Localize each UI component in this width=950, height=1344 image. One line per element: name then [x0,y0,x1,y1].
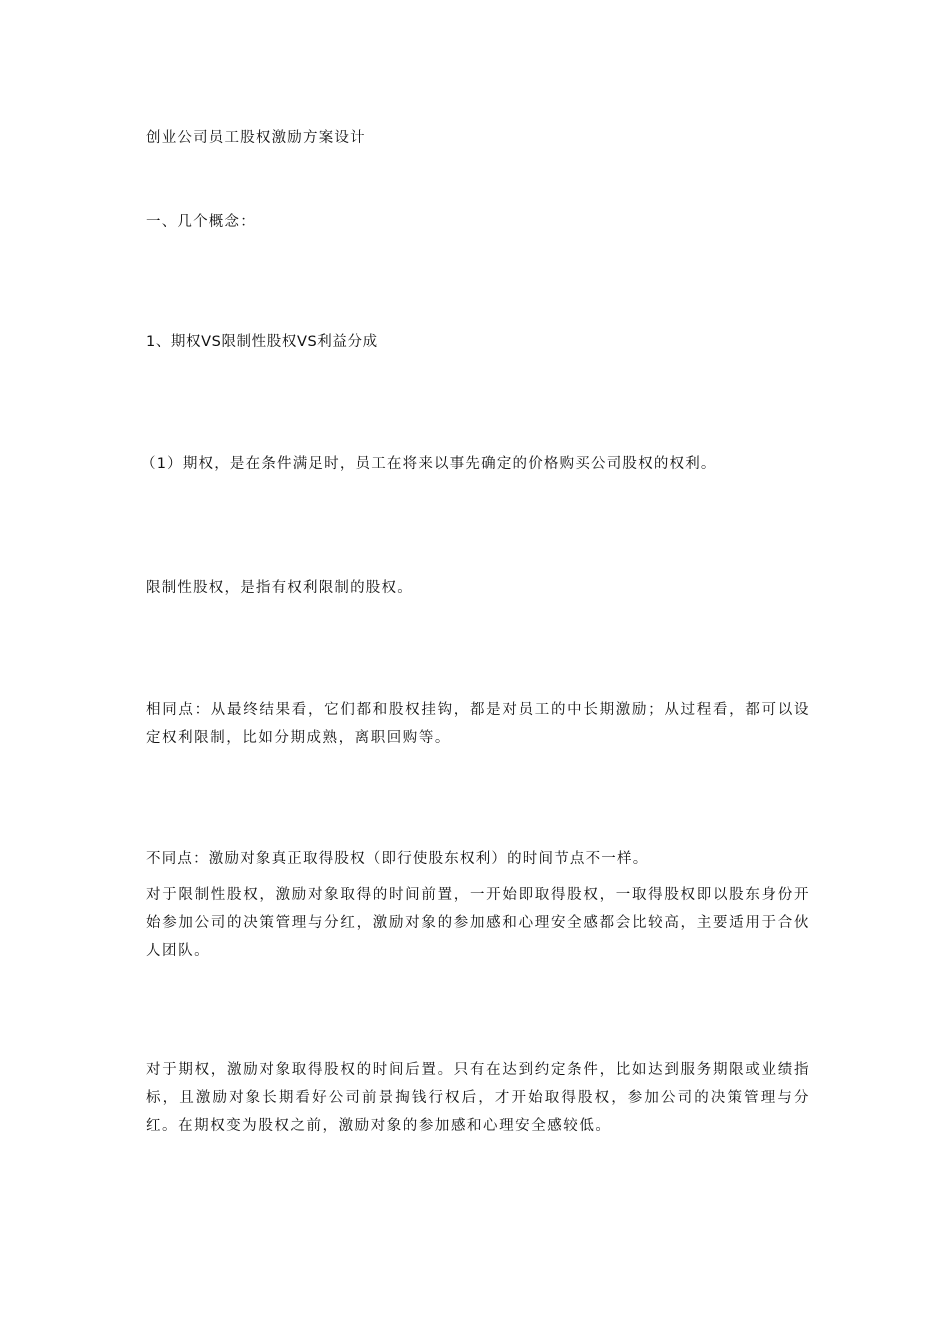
subsection-heading: 1、期权VS限制性股权VS利益分成 [146,334,378,350]
document-title: 创业公司员工股权激励方案设计 [146,130,366,146]
paragraph-similarities: 相同点：从最终结果看，它们都和股权挂钩，都是对员工的中长期激励；从过程看，都可以设定权利限制，比如分期成熟，离职回购等。 [146,702,810,746]
paragraph-restricted-stock-detail: 对于限制性股权，激励对象取得的时间前置，一开始即取得股权，一取得股权即以股东身份开始参加公司的决策管理与分红，激励对象的参加感和心理安全感都会比较高，主要适用于合伙人团队。 [146,887,810,959]
paragraph-restricted-definition: 限制性股权，是指有权利限制的股权。 [146,580,413,596]
paragraph-option-definition: （1）期权，是在条件满足时，员工在将来以事先确定的价格购买公司股权的权利。 [141,456,717,472]
paragraph-option-detail: 对于期权，激励对象取得股权的时间后置。只有在达到约定条件，比如达到服务期限或业绩指标，且激励对象长期看好公司前景掏钱行权后，才开始取得股权，参加公司的决策管理与分红。在期权变为股权之前，激励对象的参加感和心理安全感较低。 [146,1062,810,1134]
section-heading: 一、几个概念： [146,214,256,230]
paragraph-differences: 不同点：激励对象真正取得股权（即行使股东权利）的时间节点不一样。 [146,851,649,867]
